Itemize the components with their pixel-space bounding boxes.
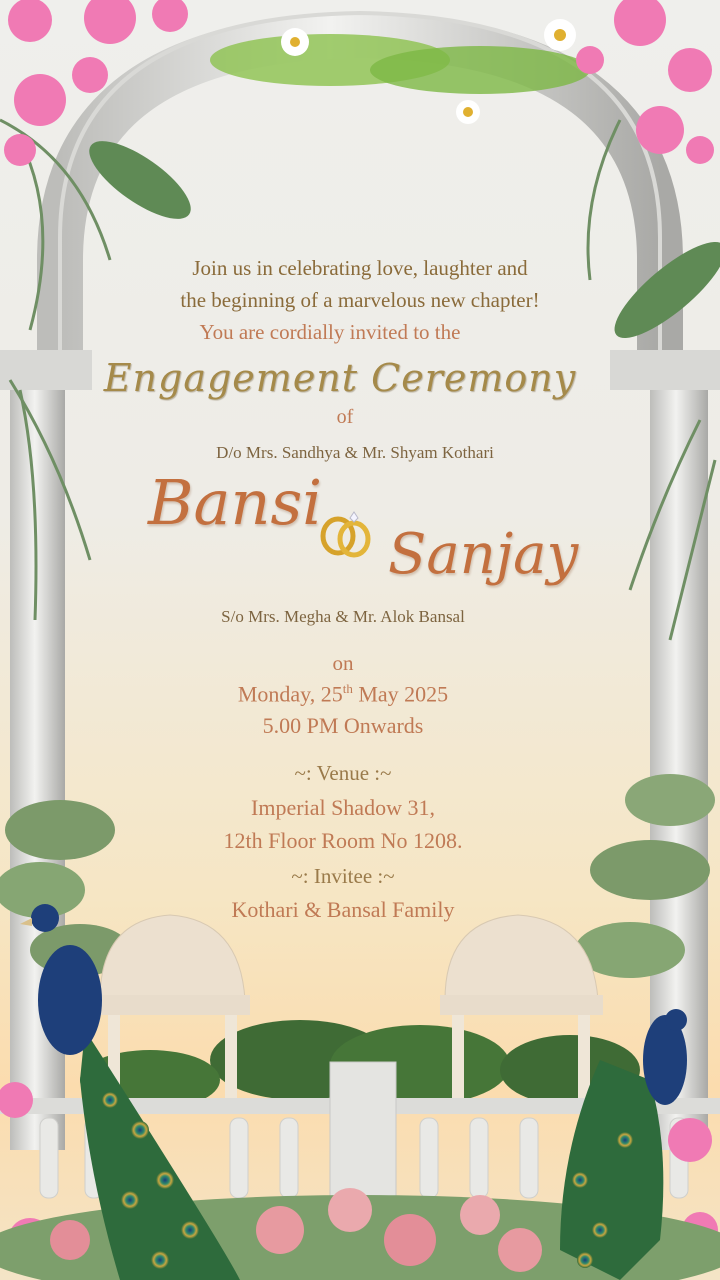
date-rest: May 2025 — [352, 681, 449, 707]
groom-name: Sanjay — [388, 522, 579, 587]
on-text: on — [332, 651, 354, 675]
of-text: of — [336, 406, 354, 428]
event-time: 5.00 PM Onwards — [262, 713, 424, 738]
date-suffix: th — [342, 681, 353, 696]
venue-line-1: Imperial Shadow 31, — [251, 795, 435, 820]
wedding-rings-icon — [316, 508, 376, 560]
garden-bushes — [0, 774, 715, 1110]
cordial-line: You are cordially invited to the — [199, 320, 461, 344]
intro-line-2: the beginning of a marvelous new chapter! — [180, 288, 540, 312]
groom-parents: S/o Mrs. Megha & Mr. Alok Bansal — [221, 607, 465, 626]
intro-text — [150, 252, 570, 316]
venue-heading: ~: Venue :~ — [294, 761, 392, 785]
invitee-heading: ~: Invitee :~ — [291, 864, 395, 888]
intro-line-1: Join us in celebrating love, laughter and — [192, 256, 528, 280]
event-title: Engagement Ceremony — [103, 356, 577, 400]
bride-name: Bansi — [148, 466, 323, 539]
bride-parents: D/o Mrs. Sandhya & Mr. Shyam Kothari — [216, 443, 494, 462]
venue-line-2: 12th Floor Room No 1208. — [223, 828, 463, 853]
event-date — [0, 681, 703, 707]
invitee-family: Kothari & Bansal Family — [231, 897, 455, 922]
date-day: Monday, 25 — [237, 681, 343, 707]
